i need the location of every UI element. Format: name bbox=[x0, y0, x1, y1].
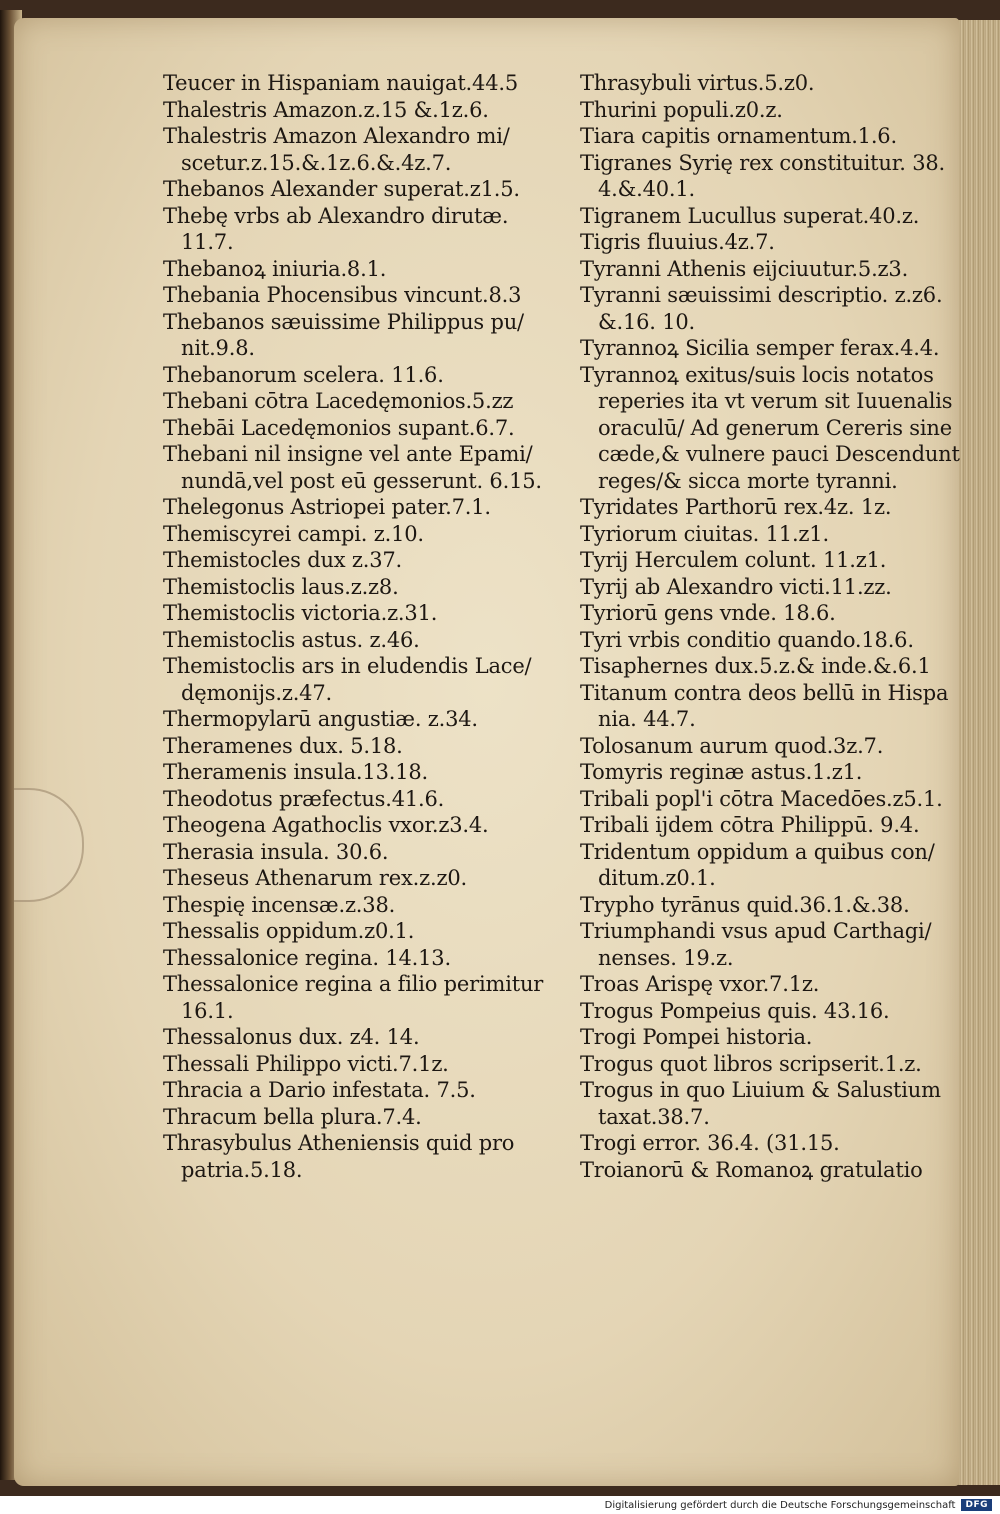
index-entry: Thessalonice regina a filio perimitur bbox=[163, 972, 544, 996]
index-entry: Tridentum oppidum a quibus con/ bbox=[580, 839, 935, 864]
index-entry: Thespię incensæ.z.38. bbox=[163, 892, 396, 917]
index-entry-continuation: &.16. 10. bbox=[598, 309, 696, 334]
index-entry-continuation: nundā,vel post eū gesserunt. 6.15. bbox=[181, 468, 542, 493]
index-entry-continuation: nenses. 19.z. bbox=[598, 945, 734, 970]
index-entry-continuation: reges/& sicca morte tyranni. bbox=[598, 468, 898, 493]
index-entry: Thracum bella plura.7.4. bbox=[163, 1104, 422, 1129]
index-entry-continuation: nit.9.8. bbox=[181, 336, 255, 360]
index-column-right bbox=[580, 70, 965, 1183]
index-entry: Thebani nil insigne vel ante Epami/ bbox=[163, 442, 533, 466]
index-entry: Teucer in Hispaniam nauigat.44.5 bbox=[163, 71, 518, 95]
index-entry: Trogus Pompeius quis. 43.16. bbox=[580, 998, 890, 1023]
index-entry: Tiara capitis ornamentum.1.6. bbox=[580, 124, 897, 148]
index-entry: Troianorū & Romanoꝝ gratulatio bbox=[580, 1157, 923, 1182]
index-entry-continuation: nia. 44.7. bbox=[598, 707, 696, 731]
index-entry: Trogus quot libros scripserit.1.z. bbox=[580, 1051, 922, 1076]
footer-credit: Digitalisierung gefördert durch die Deutsche Forschungsgemeinschaft bbox=[604, 1499, 956, 1511]
page-clip-mark bbox=[14, 788, 84, 902]
digitization-footer bbox=[0, 1496, 1000, 1514]
index-entry: Trogus in quo Liuium & Salustium bbox=[580, 1078, 941, 1102]
index-entry: Tolosanum aurum quod.3z.7. bbox=[580, 733, 884, 758]
index-entry-continuation: oraculū/ Ad generum Cereris sine bbox=[598, 415, 952, 440]
index-entry: Tigranes Syrię rex constituitur. 38. bbox=[580, 150, 946, 175]
index-entry-continuation: patria.5.18. bbox=[181, 1157, 303, 1182]
index-entry: Thermopylarū angustiæ. z.34. bbox=[163, 707, 478, 731]
index-entry: Thalestris Amazon Alexandro mi/ bbox=[163, 124, 510, 148]
index-entry: Thebanos Alexander superat.z1.5. bbox=[163, 177, 520, 201]
index-entry: Tyriorū gens vnde. 18.6. bbox=[580, 601, 836, 625]
index-entry: Tyrij Herculem colunt. 11.z1. bbox=[580, 548, 887, 572]
index-entry-continuation: taxat.38.7. bbox=[598, 1104, 710, 1129]
index-entry: Themistocles dux z.37. bbox=[163, 548, 403, 572]
index-entry: Tisaphernes dux.5.z.& inde.&.6.1 bbox=[580, 654, 931, 678]
index-entry: Thalestris Amazon.z.15 &.1z.6. bbox=[163, 97, 489, 122]
index-entry: Thebāi Lacedęmonios supant.6.7. bbox=[163, 415, 515, 440]
index-entry: Thrasybuli virtus.5.z0. bbox=[580, 71, 815, 95]
index-entry: Tribali ijdem cōtra Philippū. 9.4. bbox=[580, 813, 920, 837]
index-entry: Tigris fluuius.4z.7. bbox=[580, 230, 775, 254]
index-entry: Tyri vrbis conditio quando.18.6. bbox=[580, 627, 914, 652]
index-entry: Thracia a Dario infestata. 7.5. bbox=[163, 1078, 476, 1102]
index-entry: Thurini populi.z0.z. bbox=[580, 97, 783, 122]
index-entry: Tribali popl'i cōtra Macedōes.z5.1. bbox=[580, 786, 943, 811]
index-entry-continuation: 4.&.40.1. bbox=[598, 177, 696, 201]
index-entry: Themistoclis astus. z.46. bbox=[163, 627, 420, 652]
index-entry: Troas Arispę vxor.7.1z. bbox=[580, 972, 820, 996]
index-entry: Theseus Athenarum rex.z.z0. bbox=[163, 866, 467, 890]
index-entry: Thebanorum scelera. 11.6. bbox=[163, 362, 444, 387]
index-entry: Thebę vrbs ab Alexandro dirutæ. bbox=[163, 203, 509, 228]
index-entry: Triumphandi vsus apud Carthagi/ bbox=[580, 919, 932, 943]
index-entry: Thebanos sæuissime Philippus pu/ bbox=[163, 309, 524, 334]
index-entry: Themiscyrei campi. z.10. bbox=[163, 521, 424, 546]
index-entry: Tyrannoꝝ exitus/suis locis notatos bbox=[580, 362, 934, 387]
index-entry: Thessali Philippo victi.7.1z. bbox=[163, 1051, 449, 1076]
index-entry: Thessalonice regina. 14.13. bbox=[163, 945, 451, 970]
index-entry: Trogi Pompei historia. bbox=[580, 1025, 813, 1049]
index-entry: Tyrij ab Alexandro victi.11.zz. bbox=[580, 574, 892, 599]
index-entry: Thessalonus dux. z4. 14. bbox=[163, 1025, 420, 1049]
index-entry: Tyriorum ciuitas. 11.z1. bbox=[580, 521, 829, 546]
index-entry: Trogi error. 36.4. (31.15. bbox=[580, 1131, 840, 1155]
index-entry-continuation: reperies ita vt verum sit Iuuenalis bbox=[598, 389, 953, 413]
index-entry: Tyridates Parthorū rex.4z. 1z. bbox=[580, 495, 892, 519]
index-entry-continuation: 11.7. bbox=[181, 230, 234, 254]
index-entry: Therasia insula. 30.6. bbox=[163, 839, 389, 864]
index-entry: Tigranem Lucullus superat.40.z. bbox=[580, 203, 920, 228]
index-entry-continuation: dęmonijs.z.47. bbox=[181, 680, 332, 705]
dfg-logo: DFG bbox=[961, 1499, 992, 1511]
index-column-left bbox=[163, 70, 558, 1183]
index-entry-continuation: 16.1. bbox=[181, 998, 234, 1023]
index-entry: Thelegonus Astriopei pater.7.1. bbox=[163, 495, 491, 519]
index-entry: Tyranni Athenis eijciuutur.5.z3. bbox=[580, 256, 909, 281]
index-entry: Thebanoꝝ iniuria.8.1. bbox=[163, 256, 387, 281]
index-entry: Themistoclis laus.z.z8. bbox=[163, 574, 399, 599]
index-entry: Trypho tyrānus quid.36.1.&.38. bbox=[580, 892, 910, 917]
index-entry: Theramenis insula.13.18. bbox=[163, 760, 429, 784]
index-entry-continuation: ditum.z0.1. bbox=[598, 866, 716, 890]
index-entry: Theramenes dux. 5.18. bbox=[163, 733, 403, 758]
index-entry: Tyranni sæuissimi descriptio. z.z6. bbox=[580, 283, 943, 307]
index-entry: Tomyris reginæ astus.1.z1. bbox=[580, 760, 863, 784]
index-entry: Thrasybulus Atheniensis quid pro bbox=[163, 1131, 515, 1155]
index-entry: Theogena Agathoclis vxor.z3.4. bbox=[163, 813, 489, 837]
index-entry: Theodotus præfectus.41.6. bbox=[163, 786, 445, 811]
index-entry: Thebani cōtra Lacedęmonios.5.zz bbox=[163, 389, 514, 413]
index-entry-continuation: scetur.z.15.&.1z.6.&.4z.7. bbox=[181, 150, 452, 175]
index-entry: Themistoclis victoria.z.31. bbox=[163, 601, 438, 625]
index-entry: Thessalis oppidum.z0.1. bbox=[163, 919, 415, 943]
index-entry: Titanum contra deos bellū in Hispa bbox=[580, 680, 949, 705]
index-entry-continuation: cæde,& vulnere pauci Descendunt bbox=[598, 442, 960, 466]
index-entry: Thebania Phocensibus vincunt.8.3 bbox=[163, 283, 522, 307]
index-entry: Tyrannoꝝ Sicilia semper ferax.4.4. bbox=[580, 336, 940, 360]
index-entry: Themistoclis ars in eludendis Lace/ bbox=[163, 654, 532, 678]
